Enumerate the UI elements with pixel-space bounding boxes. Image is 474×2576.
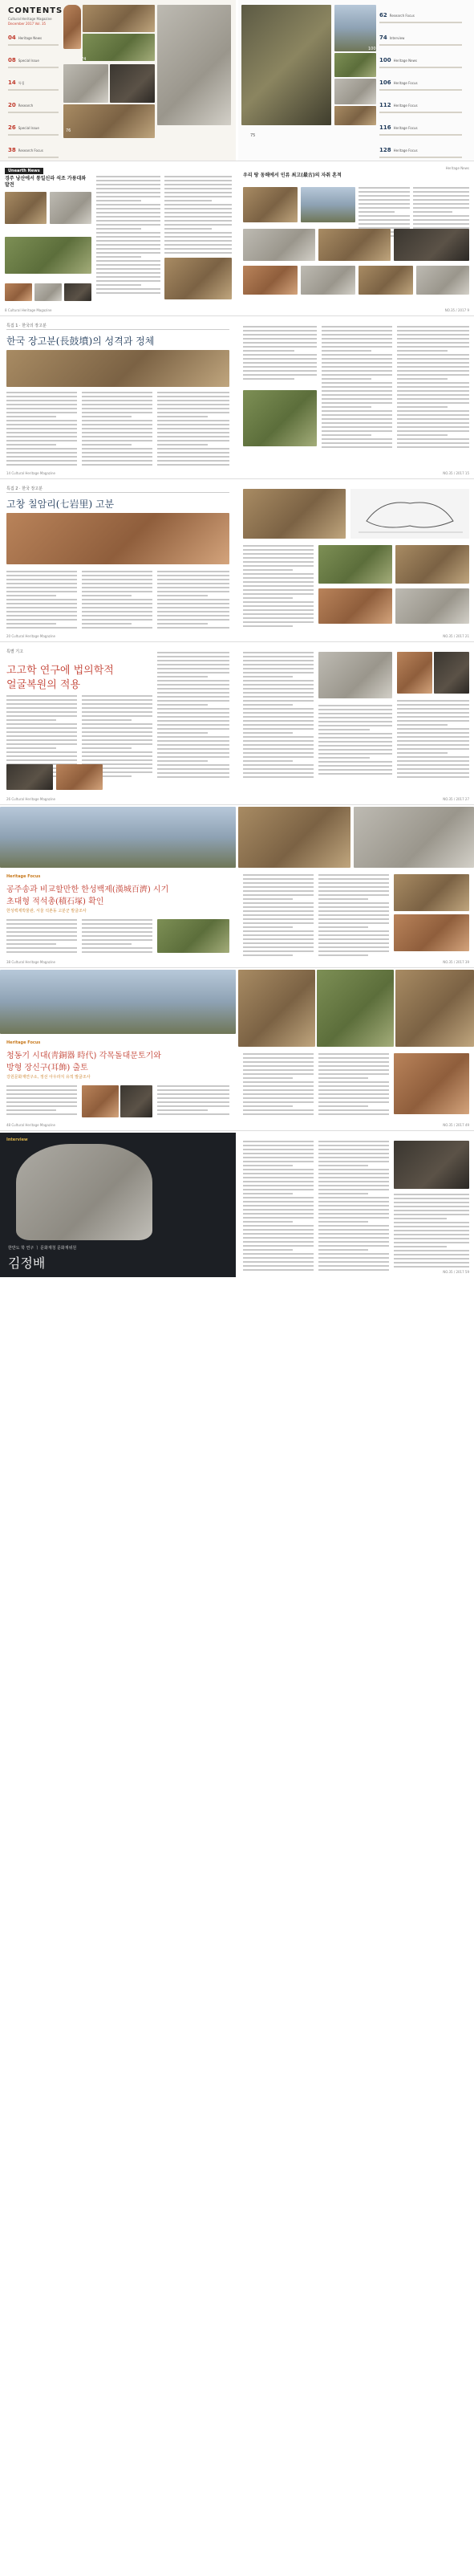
toc-section-label: Research Focus: [389, 14, 415, 18]
news-spread: [0, 163, 474, 316]
skull-photo: [318, 652, 392, 698]
ornament-photo: [120, 1085, 152, 1117]
toc-page-number: 08: [8, 57, 16, 63]
article3-right-page: [238, 644, 474, 804]
news-body-text: [164, 176, 232, 256]
mound-photo: [395, 545, 469, 584]
article-body-text: [397, 700, 469, 780]
toc-section-label: Heritage Focus: [393, 126, 418, 130]
site-photo: [63, 104, 155, 138]
section-kicker: 특별 기고: [6, 649, 23, 654]
stone-mound-photo: [354, 807, 474, 868]
page-footer: 48 Cultural Heritage Magazine: [6, 1123, 55, 1127]
news-photo: [164, 258, 232, 299]
article-body-text: [243, 545, 314, 629]
dwelling-site-photo: [317, 970, 394, 1047]
contents-left-page: [0, 0, 236, 161]
toc-page-number: 112: [379, 102, 391, 108]
article-body-text: [6, 1085, 77, 1117]
article-title: 초대형 적석총(積石塚) 확인: [6, 897, 104, 906]
news-photo: [5, 283, 32, 301]
section-kicker: Heritage Focus: [6, 1040, 41, 1045]
dwelling-site-photo: [238, 970, 315, 1047]
interview-left-page: [0, 1133, 236, 1277]
toc-entry[interactable]: [379, 72, 469, 91]
toc-section-label: 특집: [18, 81, 25, 85]
excavation-photo: [83, 5, 155, 32]
article2-spread: [0, 481, 474, 642]
interview-name: 김정배: [8, 1255, 46, 1271]
toc-page-number: 38: [8, 147, 16, 153]
news-photo: [5, 237, 91, 274]
news-photo: [50, 192, 91, 224]
interview-body-text: [318, 1141, 389, 1273]
toc-entry[interactable]: [8, 140, 63, 158]
face-reconstruction-photo: [56, 764, 103, 790]
toc-section-label: Research: [18, 104, 34, 108]
page-footer: 14 Cultural Heritage Magazine: [6, 471, 55, 475]
article5-right-page: [238, 970, 474, 1130]
article-body-text: [318, 1053, 389, 1117]
news-photo: [34, 283, 62, 301]
news-photo: [5, 192, 47, 224]
photo-number: 76: [66, 128, 71, 133]
toc-right-list: [379, 5, 469, 161]
news-photo: [243, 266, 298, 295]
page-footer: 20 Cultural Heritage Magazine: [6, 634, 55, 638]
pottery-photo: [82, 1085, 119, 1117]
toc-section-label: Heritage News: [393, 59, 417, 63]
article-body-text: [318, 874, 389, 958]
news-photo: [243, 187, 298, 222]
news-body-text: [96, 176, 160, 296]
section-kicker: 특집 1 · 한국의 장고분: [6, 324, 47, 328]
hearth-photo: [394, 1053, 469, 1114]
news-photo: [64, 283, 91, 301]
page-footer: NO.35 / 2017 21: [443, 634, 469, 638]
face-model-photo: [434, 652, 469, 694]
article-title: 고고학 연구에 법의학적: [6, 665, 114, 677]
article1-left-page: [0, 318, 236, 478]
toc-section-label: Interview: [389, 36, 405, 40]
face-reconstruction-photo: [6, 764, 53, 790]
toc-section-label: Heritage News: [18, 36, 43, 40]
dwelling-site-photo: [395, 970, 474, 1047]
article-title: 공주송과 비교할만한 한성백제(漢城百濟) 시기: [6, 885, 169, 894]
toc-section-label: Heritage Focus: [393, 104, 418, 108]
news-label-badge: Unearth News: [5, 168, 43, 174]
article1-right-page: [238, 318, 474, 478]
page-footer: 8 Cultural Heritage Magazine: [5, 308, 52, 312]
people-group-photo: [334, 53, 376, 77]
toc-page-number: 74: [379, 35, 387, 41]
face-model-photo: [397, 652, 432, 694]
interview-photo: [394, 1141, 469, 1189]
toc-entry[interactable]: [379, 95, 469, 113]
news-photo: [301, 266, 355, 295]
article-body-text: [6, 571, 77, 631]
news-photo: [359, 266, 413, 295]
news-photo: [394, 229, 469, 261]
interview-spread: [0, 1133, 474, 1277]
article2-right-page: [238, 481, 474, 641]
section-kicker: Heritage Focus: [6, 874, 41, 879]
stone-detail-photo: [394, 874, 469, 911]
article-body-text: [82, 571, 152, 631]
page-footer: NO.35 / 2017 15: [443, 471, 469, 475]
photo-number: 100: [368, 47, 376, 51]
news-photo: [301, 187, 355, 222]
toc-entry[interactable]: [8, 72, 63, 91]
mountain-site-photo: [334, 5, 376, 51]
interview-role: 한반도 학 연구 ㅣ 문화재청 문화재위원: [8, 1246, 77, 1251]
article-body-text: [157, 392, 229, 468]
article-body-text: [82, 919, 152, 955]
page-footer: NO.35 / 2017 9: [444, 308, 469, 312]
tomb-plan-drawing: [350, 489, 469, 539]
article-body-text: [322, 326, 392, 450]
article-subtitle: 한성백제박물관, 서울 석촌동 고분군 발굴조사: [6, 909, 87, 914]
contents-right-page: [238, 0, 474, 161]
trench-photo: [318, 588, 392, 624]
tomb-mound-photo: [6, 350, 229, 387]
tomb-photo: [243, 390, 317, 446]
article-title: 한국 장고분(長鼓墳)의 성격과 정체: [6, 336, 155, 347]
article5-left-page: [0, 970, 236, 1130]
pit-photo: [334, 106, 376, 125]
toc-page-number: 20: [8, 102, 16, 108]
page-footer: NO.35 / 2017 39: [443, 960, 469, 964]
portrait-photo: [16, 1144, 152, 1240]
article-body-text: [6, 919, 77, 955]
page-footer: 26 Cultural Heritage Magazine: [6, 797, 55, 801]
article-body-text: [243, 326, 317, 382]
toc-entry[interactable]: [379, 140, 469, 158]
toc-entry[interactable]: [8, 95, 63, 113]
article-body-text: [157, 1085, 229, 1117]
article-subtitle: 강원문화재연구소, 정선 아우라지 유적 발굴조사: [6, 1075, 91, 1080]
article-body-text: [397, 326, 469, 450]
head-sculpture-photo: [110, 64, 155, 103]
article3-spread: [0, 644, 474, 805]
news-right-tag: Heritage News: [445, 166, 469, 170]
toc-entry[interactable]: [379, 50, 469, 68]
field-photo: [83, 34, 155, 61]
article-title: 청동기 시대(靑銅器 時代) 각목돌대문토기와: [6, 1052, 161, 1060]
toc-page-number: 106: [379, 79, 391, 86]
article3-left-page: [0, 644, 236, 804]
site-overview-photo: [243, 489, 346, 539]
wide-excavation-photo: [157, 5, 231, 125]
toc-entry[interactable]: [8, 50, 63, 68]
excavation-trench-photo: [6, 513, 229, 564]
toc-section-label: Heritage Focus: [393, 149, 418, 153]
toc-page-number: 62: [379, 12, 387, 18]
news-left-page: [0, 163, 236, 315]
toc-page-number: 14: [8, 79, 16, 86]
toc-page-number: 128: [379, 147, 391, 153]
toc-page-number: 100: [379, 57, 391, 63]
article-body-text: [82, 392, 152, 468]
article-body-text: [157, 652, 229, 780]
page-footer: NO.35 / 2017 27: [443, 797, 469, 801]
toc-entry[interactable]: [8, 117, 63, 136]
toc-entry[interactable]: [8, 27, 63, 46]
interview-right-page: [238, 1133, 474, 1277]
article4-right-page: [238, 807, 474, 967]
news-photo: [416, 266, 469, 295]
figurine-photo: [63, 5, 81, 49]
news-photo: [243, 229, 315, 261]
trench-photo: [395, 588, 469, 624]
interview-kicker: Interview: [6, 1137, 28, 1142]
article-title: 방형 장신구(耳飾) 출토: [6, 1064, 88, 1072]
article4-spread: [0, 807, 474, 968]
toc-section-label: Research Focus: [18, 149, 43, 153]
contents-spread: [0, 0, 474, 161]
page-footer: NO.35 / 2017 59: [443, 1270, 469, 1274]
article4-left-page: [0, 807, 236, 967]
relic-photo: [63, 64, 108, 103]
toc-page-number: 04: [8, 35, 16, 41]
article-body-text: [157, 571, 229, 631]
article1-spread: [0, 318, 474, 479]
stone-detail-photo: [394, 914, 469, 951]
article-title: 얼굴복원의 적용: [6, 679, 81, 691]
toc-entry[interactable]: [379, 117, 469, 136]
article-body-text: [243, 1053, 314, 1117]
page-footer: 38 Cultural Heritage Magazine: [6, 960, 55, 964]
river-landscape-photo: [0, 970, 236, 1034]
article-body-text: [243, 874, 314, 958]
article5-spread: [0, 970, 474, 1131]
toc-entry[interactable]: [379, 27, 469, 46]
article-title: 고창 칠암리(七岩里) 고분: [6, 499, 115, 510]
contents-issue: December 2017 Vol. 35: [8, 22, 47, 26]
toc-section-label: Heritage Focus: [393, 81, 418, 85]
photo-number: 74: [81, 57, 87, 62]
toc-section-label: Special Issue: [18, 59, 39, 63]
interview-body-text: [394, 1194, 469, 1270]
article2-left-page: [0, 481, 236, 641]
artifact-photo: [334, 79, 376, 104]
news-left-title: 경주 낭산에서 통일신라 석조 가릉대좌 발견: [5, 176, 87, 188]
burial-ground-photo: [0, 807, 236, 868]
toc-section-label: Special Issue: [18, 126, 39, 130]
photo-number: 75: [250, 133, 256, 138]
toc-left-list: [8, 27, 63, 161]
contents-subtitle: Cultural Heritage Magazine: [8, 17, 52, 21]
section-kicker: 특집 2 · 한국 장고분: [6, 486, 43, 491]
interview-body-text: [243, 1141, 314, 1273]
article-body-text: [243, 652, 314, 780]
mound-photo: [318, 545, 392, 584]
page-blank-area: [0, 1278, 474, 2576]
article-body-text: [318, 705, 392, 777]
toc-page-number: 116: [379, 124, 391, 131]
site-photo: [157, 919, 229, 953]
page-footer: NO.35 / 2017 49: [443, 1123, 469, 1127]
contents-title: CONTENTS: [8, 6, 63, 15]
news-photo: [318, 229, 391, 261]
news-right-page: [238, 163, 474, 315]
news-right-title: 우리 땅 동해에서 인류 최고(最古)의 자취 흔적: [243, 173, 342, 178]
toc-page-number: 26: [8, 124, 16, 131]
stone-mound-photo: [238, 807, 350, 868]
article-body-text: [6, 392, 77, 468]
bronze-bird-photo: [241, 5, 331, 125]
toc-entry[interactable]: [379, 5, 469, 23]
